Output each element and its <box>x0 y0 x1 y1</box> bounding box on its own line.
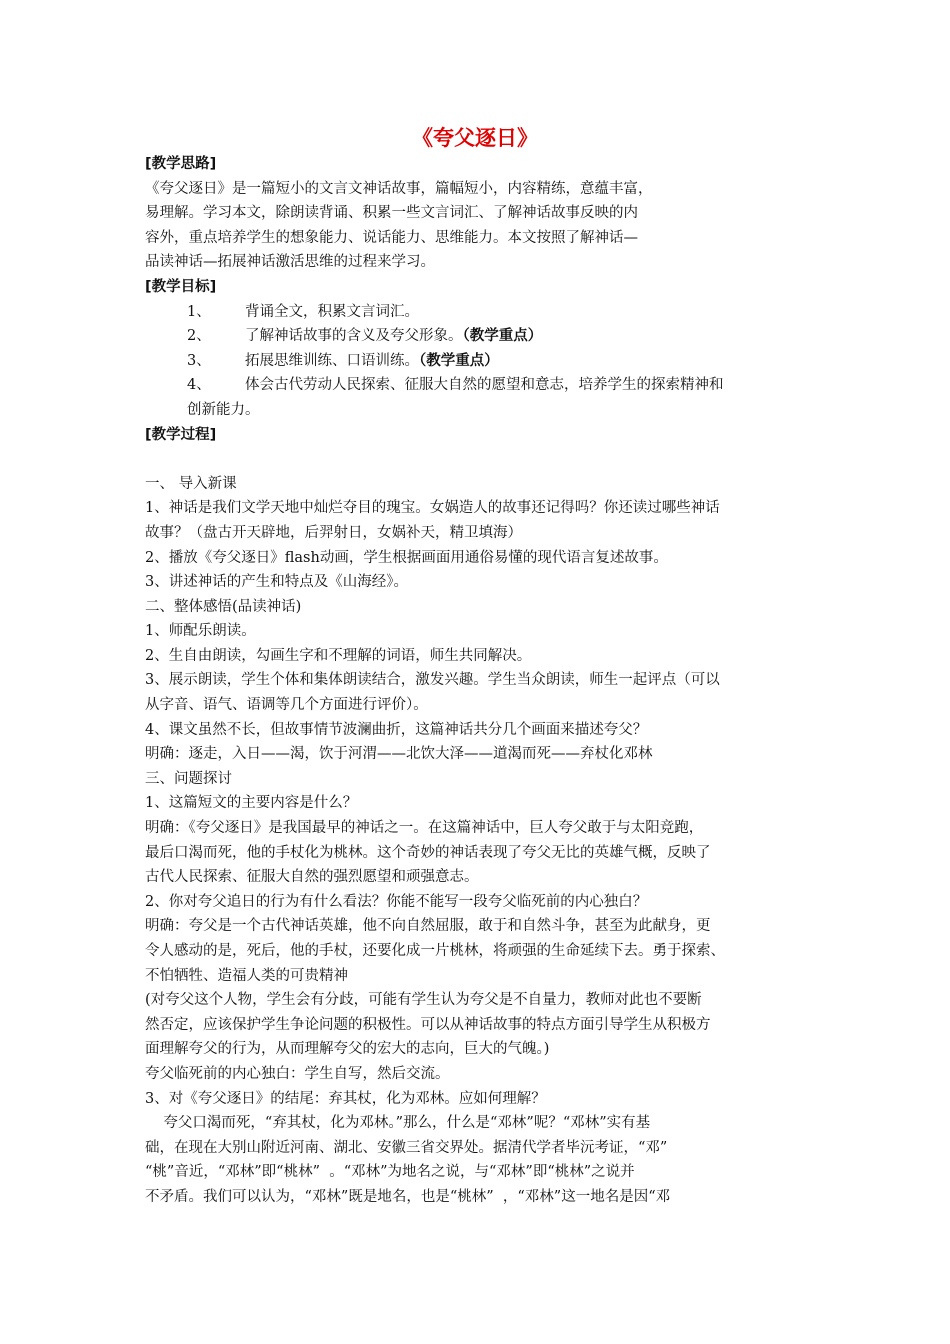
goal-text: 拓展思维训练、口语训练。（教学重点） <box>245 352 499 369</box>
goal-number: 4、 <box>187 377 211 394</box>
goal-item <box>145 349 817 374</box>
paragraph-line: 品读神话—拓展神话激活思维的过程来学习。 <box>145 254 435 271</box>
paragraph-line: 《夸父逐日》是一篇短小的文言文神话故事，篇幅短小，内容精练，意蕴丰富， <box>145 180 653 197</box>
paragraph-line: 3、对《夸父逐日》的结尾：弃其杖，化为邓林。应如何理解？ <box>145 1090 546 1107</box>
spacer <box>145 447 817 472</box>
part-heading: 三、问题探讨 <box>145 770 232 787</box>
paragraph-line: 不怕牺牲、造福人类的可贵精神 <box>145 967 348 984</box>
section-heading-process: [教学过程] <box>145 426 217 443</box>
emphasis-key-point: （教学重点） <box>462 328 543 345</box>
paragraph-line: 夸父口渴而死，“弃其杖，化为邓林。”那么，什么是“邓林”呢？“邓林”实有基 <box>145 1115 651 1132</box>
emphasis-key-point: （教学重点） <box>419 352 499 369</box>
paragraph-line: 不矛盾。我们可以认为，“邓林”既是地名，也是“桃林” ，“邓林”这一地名是因“邓 <box>145 1188 671 1205</box>
paragraph-line: 从字音、语气、语调等几个方面进行评价）。 <box>145 697 428 714</box>
document-title: 《夸父逐日》 <box>412 126 538 150</box>
paragraph-line: 然否定，应该保护学生争论问题的积极性。可以从神话故事的特点方面引导学生从积极方 <box>145 1016 711 1033</box>
paragraph-line: 3、讲述神话的产生和特点及《山海经》。 <box>145 574 408 591</box>
paragraph-line: 2、播放《夸父逐日》flash动画，学生根据画面用通俗易懂的现代语言复述故事。 <box>145 549 668 566</box>
goal-item <box>145 300 817 325</box>
paragraph-line: 古代人民探索、征服大自然的强烈愿望和顽强意志。 <box>145 869 479 886</box>
goal-item <box>145 324 817 349</box>
paragraph-line: 础，在现在大别山附近河南、湖北、安徽三省交界处。据清代学者毕沅考证，“邓” <box>145 1139 668 1156</box>
paragraph-line: 明确：逐走，入日——渴，饮于河渭——北饮大泽——道渴而死——弃杖化邓林 <box>145 746 653 763</box>
document-body <box>145 152 817 1210</box>
section-heading-goals: [教学目标] <box>145 278 217 295</box>
goal-text: 背诵全文，积累文言词汇。 <box>245 303 419 320</box>
paragraph-line: 最后口渴而死，他的手杖化为桃林。这个奇妙的神话表现了夸父无比的英雄气概，反映了 <box>145 844 711 861</box>
paragraph-line: 明确：夸父是一个古代神话英雄，他不向自然屈服，敢于和自然斗争，甚至为此献身，更 <box>145 918 711 935</box>
goal-item <box>145 373 817 398</box>
goal-number: 2、 <box>187 328 211 345</box>
part-heading: 一、 导入新课 <box>145 475 237 492</box>
paragraph-line: 容外，重点培养学生的想象能力、说话能力、思维能力。本文按照了解神话— <box>145 229 638 246</box>
goal-number: 3、 <box>187 352 211 369</box>
paragraph-line: “桃”音近，“邓林”即“桃林” 。“邓林”为地名之说，与“邓林”即“桃林”之说并 <box>145 1164 635 1181</box>
paragraph-line: 2、生自由朗读，勾画生字和不理解的词语，师生共同解决。 <box>145 647 532 664</box>
paragraph-line: 令人感动的是，死后，他的手杖，还要化成一片桃林，将顽强的生命延续下去。勇于探索、 <box>145 943 725 959</box>
goal-text: 了解神话故事的含义及夸父形象。（教学重点） <box>245 328 543 345</box>
paragraph-line: 1、师配乐朗读。 <box>145 623 256 640</box>
goal-continuation: 创新能力。 <box>187 401 260 418</box>
part-heading: 二、整体感悟(品读神话) <box>145 598 302 615</box>
paragraph-line: 2、你对夸父追日的行为有什么看法？你能不能写一段夸父临死前的内心独白？ <box>145 893 648 910</box>
goal-number: 1、 <box>187 303 211 320</box>
paragraph-line: 故事？（盘古开天辟地，后羿射日，女娲补天，精卫填海） <box>145 524 522 541</box>
paragraph-line: 明确：《夸父逐日》是我国最早的神话之一。在这篇神话中，巨人夸父敢于与太阳竞跑， <box>145 820 704 837</box>
paragraph-line: 3、展示朗读，学生个体和集体朗读结合，激发兴趣。学生当众朗读，师生一起评点（可以 <box>145 672 720 689</box>
paragraph-line: 1、这篇短文的主要内容是什么？ <box>145 795 358 812</box>
paragraph-line: (对夸父这个人物，学生会有分歧，可能有学生认为夸父是不自量力，教师对此也不要断 <box>145 992 702 1009</box>
paragraph-line: 4、课文虽然不长，但故事情节波澜曲折，这篇神话共分几个画面来描述夸父？ <box>145 721 648 738</box>
goal-text: 体会古代劳动人民探索、征服大自然的愿望和意志，培养学生的探索精神和 <box>245 377 724 394</box>
paragraph-line: 面理解夸父的行为，从而理解夸父的宏大的志向，巨大的气魄。) <box>145 1041 550 1058</box>
section-heading-thinking: [教学思路] <box>145 156 217 172</box>
paragraph-line: 1、神话是我们文学天地中灿烂夺目的瑰宝。女娲造人的故事还记得吗？你还读过哪些神话 <box>145 500 720 517</box>
paragraph-line: 夸父临死前的内心独白：学生自写，然后交流。 <box>145 1065 450 1082</box>
paragraph-line: 易理解。学习本文，除朗读背诵、积累一些文言词汇、了解神话故事反映的内 <box>145 205 638 222</box>
